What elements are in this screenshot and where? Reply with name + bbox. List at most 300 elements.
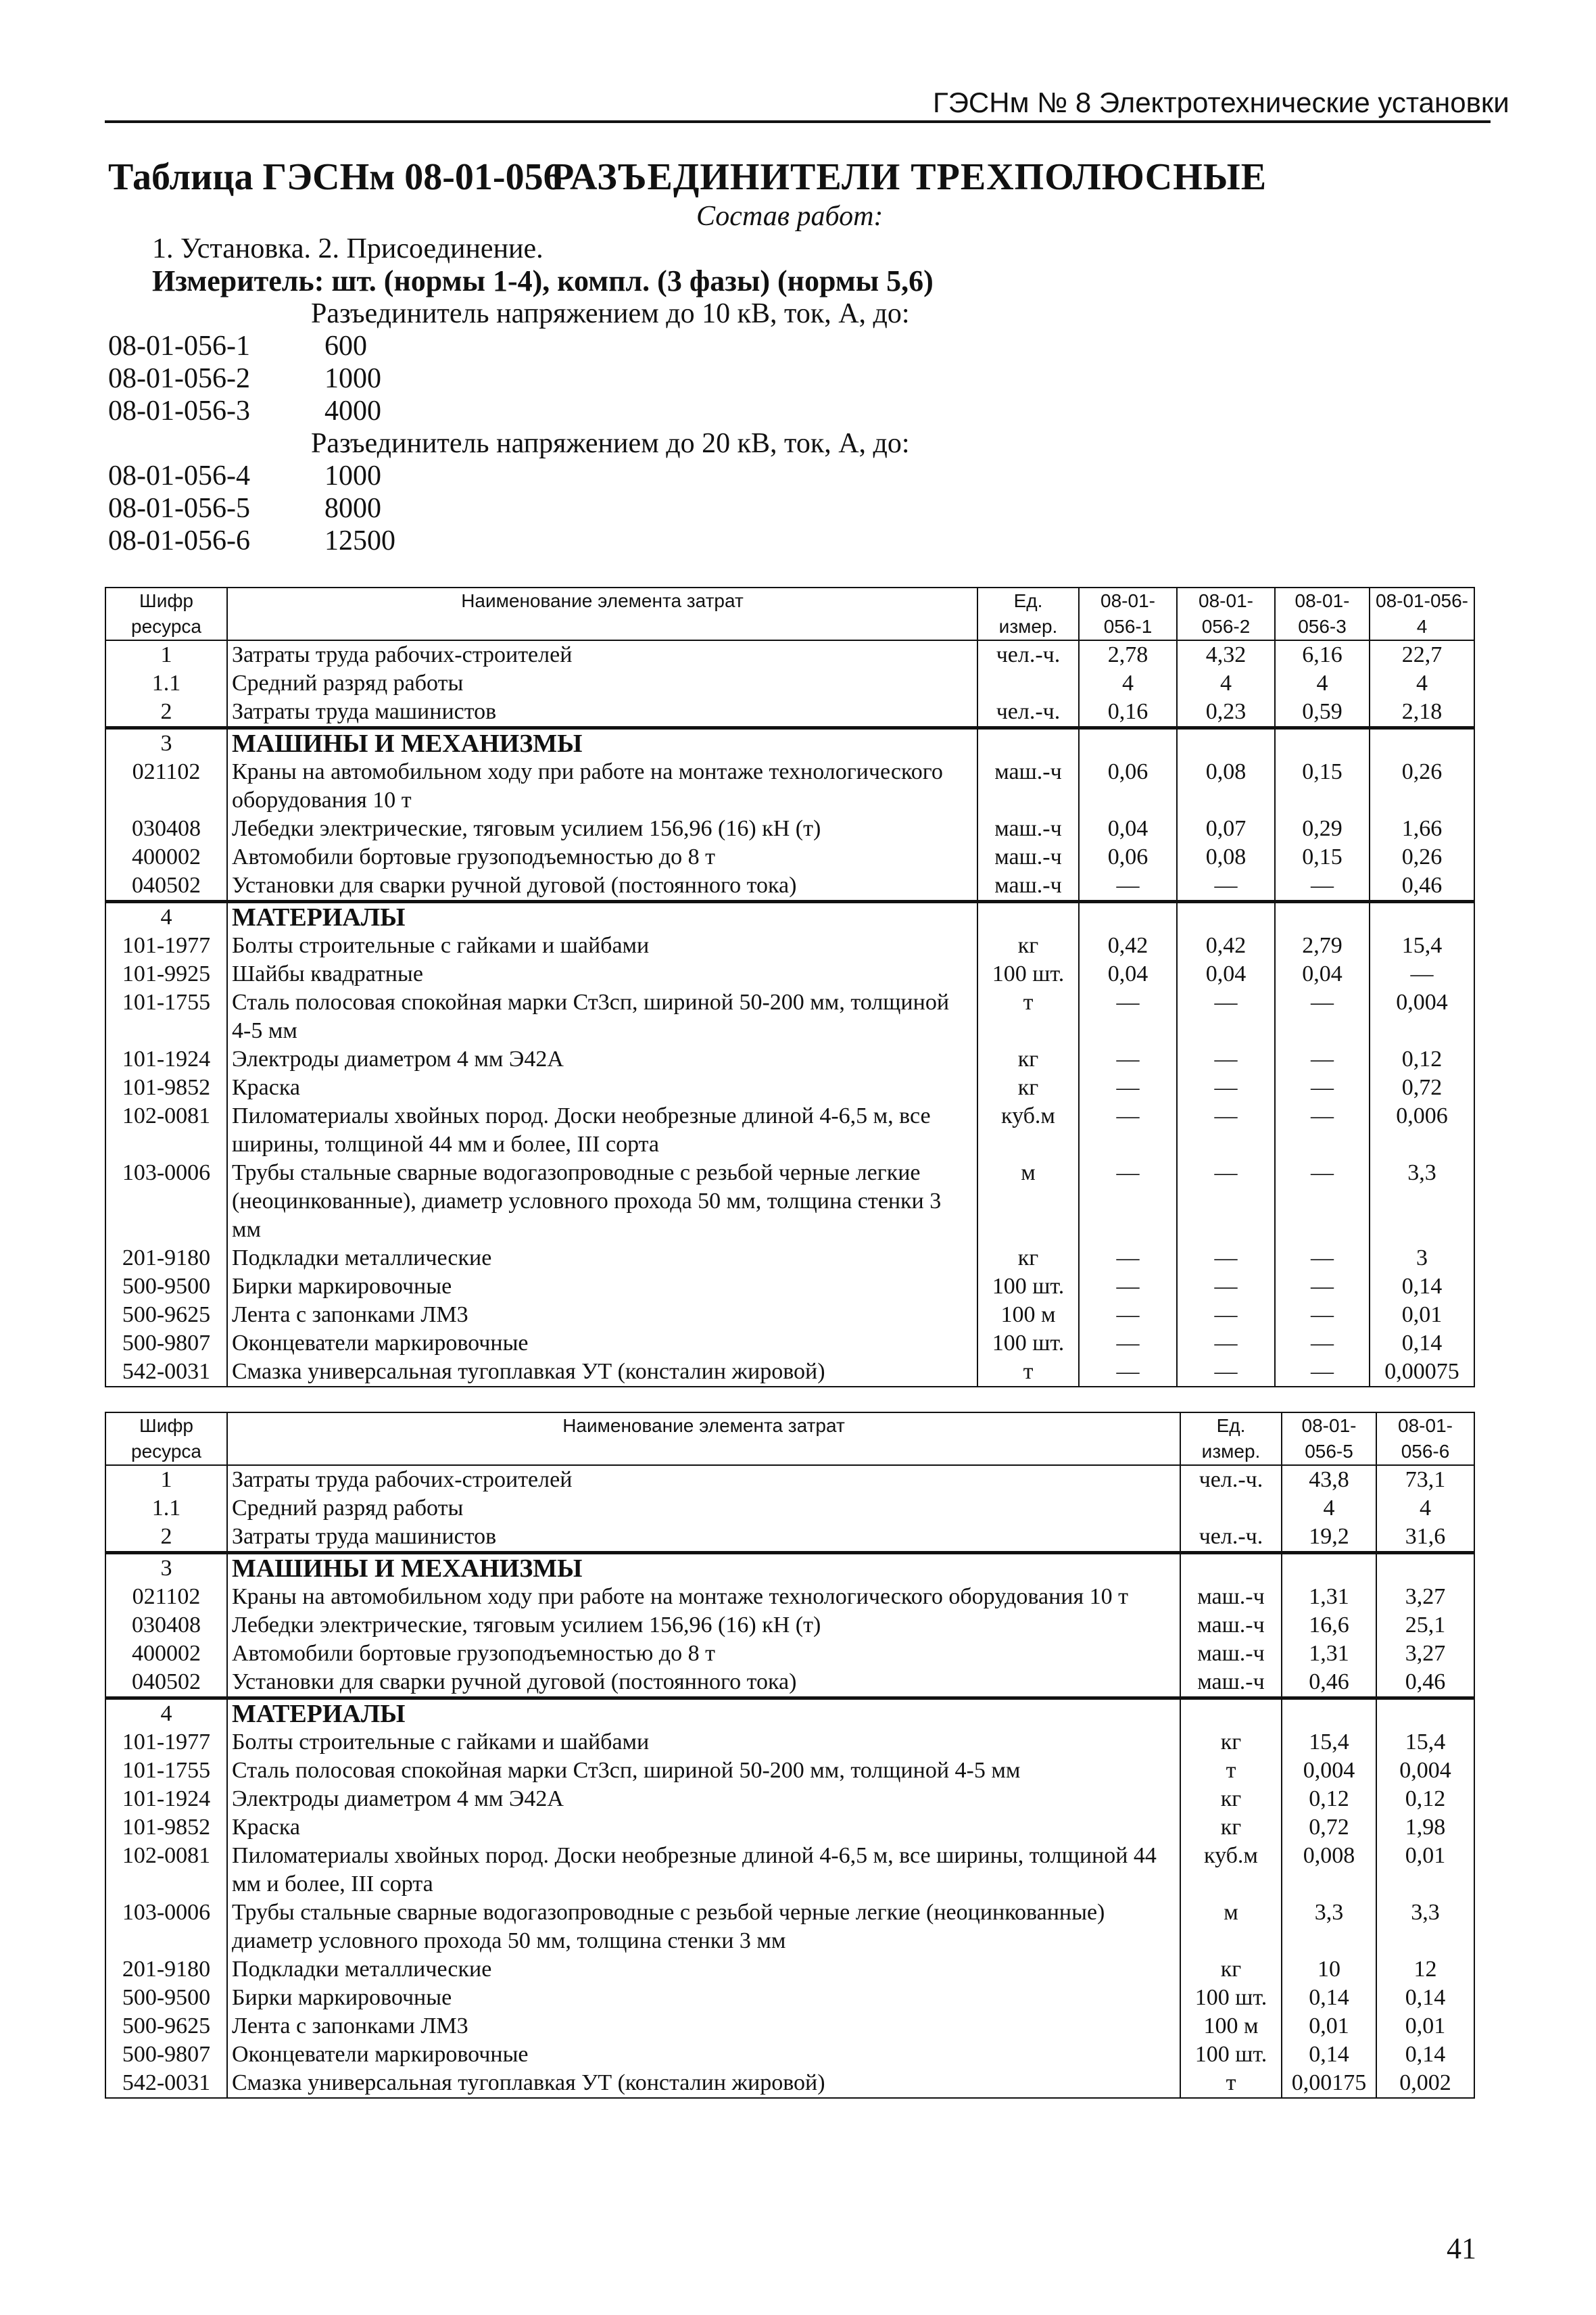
- unit: [1180, 1698, 1282, 1729]
- norm-value-cell: 0,00075: [1370, 1358, 1474, 1387]
- page-number: 41: [1447, 2232, 1476, 2265]
- norm-value-cell: [1376, 1698, 1474, 1729]
- norm-value-cell: 16,6: [1282, 1611, 1376, 1640]
- resource-code: 4: [105, 1698, 227, 1729]
- resource-code: 030408: [105, 815, 227, 843]
- cost-element-name: Краны на автомобильном ходу при работе на монтаже технологического оборудования 10 т: [227, 1583, 1180, 1611]
- norm-value-cell: 2,18: [1370, 698, 1474, 728]
- resource-code: 500-9500: [105, 1272, 227, 1301]
- table-row: [105, 1074, 1474, 1102]
- norm-value-cell: [1079, 902, 1177, 932]
- resource-code: 3: [105, 728, 227, 759]
- norm-value-cell: —: [1275, 1301, 1370, 1329]
- unit: маш.-ч: [977, 758, 1079, 815]
- norm-value-cell: 0,42: [1079, 932, 1177, 960]
- norm-value-cell: 0,46: [1370, 872, 1474, 902]
- norm-code: 08-01-056-6: [108, 525, 250, 556]
- norm-value-cell: 0,29: [1275, 815, 1370, 843]
- norm-value-cell: —: [1177, 1358, 1275, 1387]
- unit: м: [977, 1159, 1079, 1244]
- norm-code: 08-01-056-2: [108, 363, 250, 394]
- col-header: Шифр ресурса: [105, 588, 227, 640]
- norm-value-cell: —: [1275, 872, 1370, 902]
- resource-code: 040502: [105, 1668, 227, 1698]
- resource-code: 3: [105, 1553, 227, 1583]
- table-row: [105, 932, 1474, 960]
- composition-label: Состав работ:: [696, 201, 884, 232]
- norm-value-cell: —: [1079, 1244, 1177, 1272]
- norm-value-cell: [1275, 728, 1370, 759]
- norm-value-cell: 0,23: [1177, 698, 1275, 728]
- norm-value-cell: 0,004: [1376, 1757, 1474, 1785]
- unit: маш.-ч: [977, 815, 1079, 843]
- unit: кг: [977, 1244, 1079, 1272]
- norm-value-cell: —: [1079, 988, 1177, 1045]
- cost-element-name: Установки для сварки ручной дуговой (постоянного тока): [227, 872, 977, 902]
- norm-value-cell: 0,002: [1376, 2069, 1474, 2098]
- resource-code: 101-9852: [105, 1813, 227, 1842]
- cost-element-name: Затраты труда машинистов: [227, 1523, 1180, 1553]
- norm-value-cell: 0,04: [1177, 960, 1275, 988]
- norm-value-cell: 2,79: [1275, 932, 1370, 960]
- unit: маш.-ч: [1180, 1640, 1282, 1668]
- resource-code: 030408: [105, 1611, 227, 1640]
- resource-code: 021102: [105, 1583, 227, 1611]
- norm-value-cell: —: [1079, 1301, 1177, 1329]
- resource-code: 542-0031: [105, 2069, 227, 2098]
- col-header: 08-01-056-6: [1376, 1412, 1474, 1465]
- cost-element-name: Бирки маркировочные: [227, 1984, 1180, 2012]
- norm-value-cell: —: [1079, 1045, 1177, 1074]
- cost-element-name: Автомобили бортовые грузоподъемностью до 8 т: [227, 1640, 1180, 1668]
- cost-element-name: Бирки маркировочные: [227, 1272, 977, 1301]
- resource-code: 103-0006: [105, 1159, 227, 1244]
- unit: 100 шт.: [1180, 1984, 1282, 2012]
- table-body: [105, 1465, 1474, 2098]
- cost-element-name: Средний разряд работы: [227, 669, 977, 698]
- norm-value-cell: [1282, 1698, 1376, 1729]
- cost-element-name: Краска: [227, 1074, 977, 1102]
- unit: куб.м: [1180, 1842, 1282, 1899]
- col-header: Наименование элемента затрат: [227, 1412, 1180, 1465]
- table-row: [105, 1102, 1474, 1159]
- norm-value-cell: 3,27: [1376, 1640, 1474, 1668]
- norm-value-cell: —: [1079, 1272, 1177, 1301]
- norm-value-cell: 0,42: [1177, 932, 1275, 960]
- norm-value-cell: —: [1079, 872, 1177, 902]
- norm-value-cell: 0,08: [1177, 758, 1275, 815]
- col-header: Ед. измер.: [977, 588, 1079, 640]
- norm-value-cell: [1177, 728, 1275, 759]
- resource-code: 1: [105, 640, 227, 669]
- norm-value-cell: [1370, 728, 1474, 759]
- table-row: [105, 758, 1474, 815]
- section-row: [105, 1698, 1474, 1729]
- norm-value: 12500: [324, 525, 395, 556]
- norm-value-cell: 3,3: [1376, 1899, 1474, 1955]
- norm-value-cell: 3,27: [1376, 1583, 1474, 1611]
- group-heading: Разъединитель напряжением до 20 кВ, ток, А, до:: [311, 428, 910, 459]
- norm-value-cell: 0,04: [1079, 960, 1177, 988]
- norm-value-cell: 4: [1282, 1494, 1376, 1523]
- table-row: [105, 1842, 1474, 1899]
- cost-element-name: Автомобили бортовые грузоподъемностью до 8 т: [227, 843, 977, 872]
- table-row: [105, 1045, 1474, 1074]
- table-row: [105, 1668, 1474, 1698]
- norm-value-cell: 0,01: [1376, 1842, 1474, 1899]
- unit: маш.-ч: [977, 843, 1079, 872]
- norm-code: 08-01-056-4: [108, 460, 250, 492]
- norm-value-cell: 25,1: [1376, 1611, 1474, 1640]
- col-header: Шифр ресурса: [105, 1412, 227, 1465]
- resource-code: 500-9625: [105, 2012, 227, 2040]
- norm-value-cell: —: [1079, 1074, 1177, 1102]
- norm-value-cell: 0,00175: [1282, 2069, 1376, 2098]
- cost-element-name: Лебедки электрические, тяговым усилием 156,96 (16) кН (т): [227, 1611, 1180, 1640]
- table-row: [105, 669, 1474, 698]
- unit: [977, 902, 1079, 932]
- norm-value-cell: 15,4: [1370, 932, 1474, 960]
- works-list: 1. Установка. 2. Присоединение.: [152, 233, 543, 264]
- measure-line: Измеритель: шт. (нормы 1-4), компл. (3 фазы) (нормы 5,6): [152, 264, 934, 297]
- norm-value-cell: 0,06: [1079, 843, 1177, 872]
- resource-code: 101-1924: [105, 1045, 227, 1074]
- unit: 100 м: [1180, 2012, 1282, 2040]
- col-header: 08-01-056-1: [1079, 588, 1177, 640]
- cost-element-name: Пиломатериалы хвойных пород. Доски необрезные длиной 4-6,5 м, все ширины, толщиной 44 мм и более, III сорта: [227, 1842, 1180, 1899]
- norm-value-cell: 1,66: [1370, 815, 1474, 843]
- norm-value-cell: 3: [1370, 1244, 1474, 1272]
- resource-code: 400002: [105, 1640, 227, 1668]
- resource-code: 101-1924: [105, 1785, 227, 1813]
- norm-value-cell: 0,14: [1376, 2040, 1474, 2069]
- norm-value-cell: —: [1079, 1102, 1177, 1159]
- col-header: Наименование элемента затрат: [227, 588, 977, 640]
- norm-value-cell: 0,14: [1282, 2040, 1376, 2069]
- cost-element-name: Подкладки металлические: [227, 1244, 977, 1272]
- resource-code: 542-0031: [105, 1358, 227, 1387]
- norm-value-cell: 0,01: [1376, 2012, 1474, 2040]
- table-row: [105, 1523, 1474, 1553]
- table-row: [105, 1244, 1474, 1272]
- table-header-row: [105, 588, 1474, 640]
- table-row: [105, 872, 1474, 902]
- unit: куб.м: [977, 1102, 1079, 1159]
- cost-element-name: Средний разряд работы: [227, 1494, 1180, 1523]
- resource-code: 500-9625: [105, 1301, 227, 1329]
- norm-value-cell: —: [1177, 1159, 1275, 1244]
- cost-element-name: Лента с запонками ЛМ3: [227, 1301, 977, 1329]
- section-title: МАТЕРИАЛЫ: [227, 1698, 1180, 1729]
- resource-code: 201-9180: [105, 1244, 227, 1272]
- norm-value-cell: 0,01: [1370, 1301, 1474, 1329]
- norm-value-cell: 4: [1370, 669, 1474, 698]
- norm-value-cell: [1282, 1553, 1376, 1583]
- cost-element-name: Электроды диаметром 4 мм Э42А: [227, 1045, 977, 1074]
- resource-code: 1.1: [105, 1494, 227, 1523]
- norm-value-cell: 31,6: [1376, 1523, 1474, 1553]
- norm-value-cell: —: [1275, 1045, 1370, 1074]
- norm-code: 08-01-056-5: [108, 493, 250, 524]
- norm-value: 1000: [324, 363, 381, 394]
- unit: маш.-ч: [1180, 1583, 1282, 1611]
- norm-value-cell: —: [1370, 960, 1474, 988]
- norm-value-cell: 3,3: [1282, 1899, 1376, 1955]
- resource-code: 021102: [105, 758, 227, 815]
- table-row: [105, 698, 1474, 728]
- norm-value-cell: 1,31: [1282, 1583, 1376, 1611]
- norm-value-cell: 0,72: [1370, 1074, 1474, 1102]
- norm-value-cell: [1079, 728, 1177, 759]
- norm-value-cell: 0,08: [1177, 843, 1275, 872]
- resource-code: 500-9807: [105, 2040, 227, 2069]
- cost-element-name: Краны на автомобильном ходу при работе на монтаже технологического оборудования 10 т: [227, 758, 977, 815]
- table-row: [105, 1583, 1474, 1611]
- table-row: [105, 1465, 1474, 1494]
- unit: кг: [1180, 1728, 1282, 1757]
- norm-value-cell: 19,2: [1282, 1523, 1376, 1553]
- norm-value-cell: 0,14: [1370, 1329, 1474, 1358]
- table-row: [105, 1301, 1474, 1329]
- table-row: [105, 640, 1474, 669]
- norm-value-cell: 4: [1177, 669, 1275, 698]
- table-row: [105, 815, 1474, 843]
- norm-value-cell: 4: [1376, 1494, 1474, 1523]
- norm-code: 08-01-056-1: [108, 331, 250, 362]
- table-row: [105, 1159, 1474, 1244]
- resource-code: 201-9180: [105, 1955, 227, 1984]
- norm-value: 8000: [324, 493, 381, 524]
- table-row: [105, 1899, 1474, 1955]
- norm-value-cell: 0,14: [1370, 1272, 1474, 1301]
- table-row: [105, 1611, 1474, 1640]
- norm-value-cell: 0,004: [1282, 1757, 1376, 1785]
- unit: чел.-ч.: [1180, 1465, 1282, 1494]
- table-row: [105, 1358, 1474, 1387]
- norm-value-cell: —: [1275, 988, 1370, 1045]
- cost-element-name: Лента с запонками ЛМ3: [227, 2012, 1180, 2040]
- table-row: [105, 1329, 1474, 1358]
- table-row: [105, 1494, 1474, 1523]
- cost-element-name: Трубы стальные сварные водогазопроводные с резьбой черные легкие (неоцинкованные) диаметр условного прохода 50 мм, толщина стенки 3 мм: [227, 1899, 1180, 1955]
- table-row: [105, 1955, 1474, 1984]
- unit: т: [1180, 1757, 1282, 1785]
- norm-value-cell: 2,78: [1079, 640, 1177, 669]
- resource-code: 500-9807: [105, 1329, 227, 1358]
- norm-value-cell: —: [1275, 1358, 1370, 1387]
- unit: маш.-ч: [977, 872, 1079, 902]
- norm-value-cell: —: [1177, 988, 1275, 1045]
- unit: кг: [1180, 1785, 1282, 1813]
- norm-value-cell: —: [1177, 1102, 1275, 1159]
- unit: кг: [977, 1074, 1079, 1102]
- table-heading: РАЗЪЕДИНИТЕЛИ ТРЕХПОЛЮСНЫЕ: [551, 156, 1267, 198]
- unit: чел.-ч.: [977, 640, 1079, 669]
- unit: 100 шт.: [1180, 2040, 1282, 2069]
- section-title: МАШИНЫ И МЕХАНИЗМЫ: [227, 728, 977, 759]
- norm-value-cell: 0,26: [1370, 758, 1474, 815]
- unit: маш.-ч: [1180, 1668, 1282, 1698]
- norm-value-cell: —: [1275, 1272, 1370, 1301]
- norm-value-cell: 0,004: [1370, 988, 1474, 1045]
- section-title: МАТЕРИАЛЫ: [227, 902, 977, 932]
- cost-element-name: Подкладки металлические: [227, 1955, 1180, 1984]
- resource-code: 400002: [105, 843, 227, 872]
- unit: 100 м: [977, 1301, 1079, 1329]
- norm-value-cell: 73,1: [1376, 1465, 1474, 1494]
- norm-value-cell: 15,4: [1376, 1728, 1474, 1757]
- cost-element-name: Установки для сварки ручной дуговой (постоянного тока): [227, 1668, 1180, 1698]
- cost-element-name: Электроды диаметром 4 мм Э42А: [227, 1785, 1180, 1813]
- norm-value-cell: 0,12: [1282, 1785, 1376, 1813]
- table-row: [105, 1272, 1474, 1301]
- table-row: [105, 1640, 1474, 1668]
- table-row: [105, 1984, 1474, 2012]
- unit: чел.-ч.: [1180, 1523, 1282, 1553]
- unit: [977, 728, 1079, 759]
- norms-table-2: [105, 1412, 1475, 2099]
- norm-value-cell: 0,07: [1177, 815, 1275, 843]
- unit: кг: [977, 932, 1079, 960]
- norm-value-cell: 0,16: [1079, 698, 1177, 728]
- table-row: [105, 1813, 1474, 1842]
- resource-code: 500-9500: [105, 1984, 227, 2012]
- norm-value-cell: 0,14: [1282, 1984, 1376, 2012]
- section-row: [105, 902, 1474, 932]
- norm-value-cell: 0,15: [1275, 843, 1370, 872]
- resource-code: 101-9925: [105, 960, 227, 988]
- cost-element-name: Краска: [227, 1813, 1180, 1842]
- resource-code: 101-1977: [105, 1728, 227, 1757]
- norm-value-cell: 0,12: [1376, 1785, 1474, 1813]
- norm-value-cell: 4: [1275, 669, 1370, 698]
- norm-value-cell: —: [1275, 1159, 1370, 1244]
- norm-value-cell: —: [1275, 1102, 1370, 1159]
- resource-code: 2: [105, 698, 227, 728]
- norms-table-1: [105, 587, 1475, 1387]
- norm-code: 08-01-056-3: [108, 396, 250, 427]
- unit: [1180, 1553, 1282, 1583]
- norm-value-cell: —: [1177, 1074, 1275, 1102]
- cost-element-name: Затраты труда машинистов: [227, 698, 977, 728]
- unit: 100 шт.: [977, 1272, 1079, 1301]
- norm-value-cell: [1177, 902, 1275, 932]
- resource-code: 040502: [105, 872, 227, 902]
- norm-value-cell: 22,7: [1370, 640, 1474, 669]
- norm-value-cell: —: [1177, 1329, 1275, 1358]
- resource-code: 1.1: [105, 669, 227, 698]
- cost-element-name: Лебедки электрические, тяговым усилием 156,96 (16) кН (т): [227, 815, 977, 843]
- table-row: [105, 2069, 1474, 2098]
- unit: 100 шт.: [977, 960, 1079, 988]
- section-row: [105, 728, 1474, 759]
- table-row: [105, 1757, 1474, 1785]
- table-body: [105, 640, 1474, 1387]
- norm-value-cell: [1376, 1553, 1474, 1583]
- table-header-row: [105, 1412, 1474, 1465]
- norm-value: 1000: [324, 460, 381, 492]
- norm-value-cell: —: [1079, 1358, 1177, 1387]
- norm-value-cell: —: [1275, 1329, 1370, 1358]
- norm-value-cell: 0,04: [1275, 960, 1370, 988]
- resource-code: 102-0081: [105, 1102, 227, 1159]
- unit: кг: [1180, 1955, 1282, 1984]
- resource-code: 2: [105, 1523, 227, 1553]
- unit: кг: [977, 1045, 1079, 1074]
- norm-value-cell: 0,008: [1282, 1842, 1376, 1899]
- unit: маш.-ч: [1180, 1611, 1282, 1640]
- norm-value-cell: 0,72: [1282, 1813, 1376, 1842]
- table-row: [105, 1785, 1474, 1813]
- header-rule: [105, 120, 1491, 123]
- unit: [1180, 1494, 1282, 1523]
- table-row: [105, 988, 1474, 1045]
- cost-element-name: Болты строительные с гайками и шайбами: [227, 1728, 1180, 1757]
- group-heading: Разъединитель напряжением до 10 кВ, ток, А, до:: [311, 298, 910, 329]
- section-title: МАШИНЫ И МЕХАНИЗМЫ: [227, 1553, 1180, 1583]
- unit: 100 шт.: [977, 1329, 1079, 1358]
- norm-value-cell: —: [1079, 1159, 1177, 1244]
- unit: кг: [1180, 1813, 1282, 1842]
- norm-value-cell: 10: [1282, 1955, 1376, 1984]
- norm-value-cell: 15,4: [1282, 1728, 1376, 1757]
- col-header: 08-01-056-2: [1177, 588, 1275, 640]
- resource-code: 103-0006: [105, 1899, 227, 1955]
- norm-value-cell: 3,3: [1370, 1159, 1474, 1244]
- col-header: Ед. измер.: [1180, 1412, 1282, 1465]
- cost-element-name: Затраты труда рабочих-строителей: [227, 640, 977, 669]
- resource-code: 101-1755: [105, 988, 227, 1045]
- norm-value-cell: 0,006: [1370, 1102, 1474, 1159]
- norm-value-cell: —: [1177, 1272, 1275, 1301]
- norm-value-cell: 0,46: [1376, 1668, 1474, 1698]
- cost-element-name: Смазка универсальная тугоплавкая УТ (консталин жировой): [227, 1358, 977, 1387]
- unit: [977, 669, 1079, 698]
- cost-element-name: Смазка универсальная тугоплавкая УТ (консталин жировой): [227, 2069, 1180, 2098]
- norm-value-cell: 1,98: [1376, 1813, 1474, 1842]
- table-row: [105, 1728, 1474, 1757]
- norm-value-cell: 0,46: [1282, 1668, 1376, 1698]
- norm-value-cell: [1370, 902, 1474, 932]
- unit: т: [977, 1358, 1079, 1387]
- resource-code: 101-9852: [105, 1074, 227, 1102]
- cost-element-name: Трубы стальные сварные водогазопроводные с резьбой черные легкие (неоцинкованные), диаметр условного прохода 50 мм, толщина стенки 3 мм: [227, 1159, 977, 1244]
- norm-value-cell: 0,14: [1376, 1984, 1474, 2012]
- resource-code: 101-1977: [105, 932, 227, 960]
- norm-value-cell: 0,15: [1275, 758, 1370, 815]
- unit: т: [977, 988, 1079, 1045]
- norm-value-cell: 0,59: [1275, 698, 1370, 728]
- norm-value-cell: —: [1275, 1074, 1370, 1102]
- norm-value-cell: 43,8: [1282, 1465, 1376, 1494]
- section-row: [105, 1553, 1474, 1583]
- norm-value-cell: —: [1079, 1329, 1177, 1358]
- norm-value-cell: 0,26: [1370, 843, 1474, 872]
- cost-element-name: Оконцеватели маркировочные: [227, 1329, 977, 1358]
- norm-value-cell: 0,04: [1079, 815, 1177, 843]
- table-row: [105, 843, 1474, 872]
- norm-value-cell: —: [1177, 872, 1275, 902]
- norm-value-cell: 6,16: [1275, 640, 1370, 669]
- table-row: [105, 2012, 1474, 2040]
- norm-value-cell: 1,31: [1282, 1640, 1376, 1668]
- norm-value-cell: 0,06: [1079, 758, 1177, 815]
- running-header: ГЭСНм № 8 Электротехнические установки: [933, 87, 1509, 118]
- col-header: 08-01-056-5: [1282, 1412, 1376, 1465]
- norm-value-cell: 0,01: [1282, 2012, 1376, 2040]
- resource-code: 101-1755: [105, 1757, 227, 1785]
- col-header: 08-01-056-4: [1370, 588, 1474, 640]
